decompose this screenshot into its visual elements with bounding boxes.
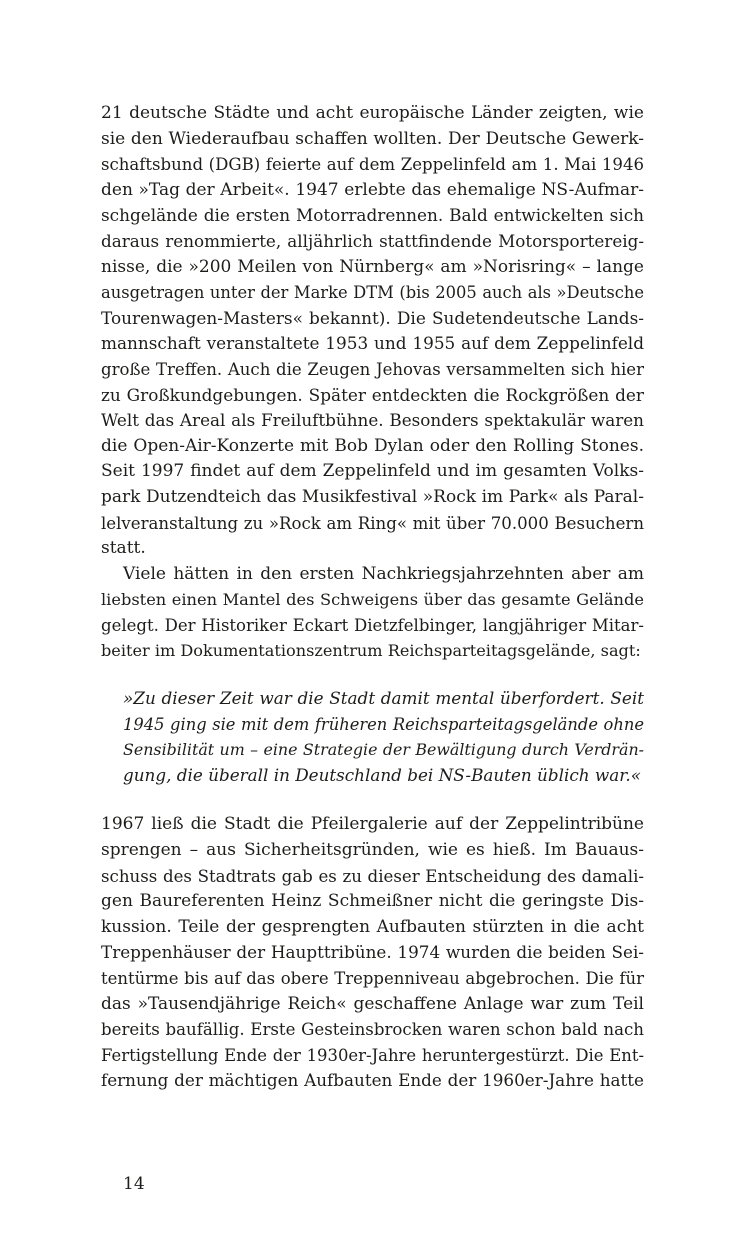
text-line: sprengen – aus Sicherheitsgründen, wie es hieß. Im Bauaus- [101, 840, 644, 861]
text-line: schuss des Stadtrats gab es zu dieser Entscheidung des damali- [101, 866, 644, 886]
paragraph-1 [101, 101, 644, 562]
text-line: 1945 ging sie mit dem früheren Reichsparteitagsgelände ohne [123, 714, 644, 734]
text-line: kussion. Teile der gesprengten Aufbauten stürzten in die acht [101, 916, 644, 937]
text-line: sie den Wiederaufbau schaffen wollten. Der Deutsche Gewerk- [101, 128, 644, 149]
text-line: schgelände die ersten Motorradrennen. Bald entwickelten sich [101, 205, 644, 226]
text-line: nisse, die »200 Meilen von Nürnberg« am »Norisring« – lange [101, 256, 644, 277]
text-line: liebsten einen Mantel des Schweigens über das gesamte Gelände [101, 590, 644, 610]
paragraph-3 [101, 812, 644, 1094]
text-line: Sensibilität um – eine Strategie der Bewältigung durch Verdrän- [123, 740, 644, 760]
text-line: lelveranstaltung zu »Rock am Ring« mit über 70.000 Besuchern [101, 513, 644, 533]
text-line: Fertigstellung Ende der 1930er-Jahre heruntergestürzt. Die Ent- [101, 1045, 644, 1065]
text-line: statt. [101, 538, 146, 559]
text-line: ausgetragen unter der Marke DTM (bis 2005 auch als »Deutsche [101, 283, 644, 303]
text-line: daraus renommierte, alljährlich stattfindende Motorsportereig- [101, 230, 644, 251]
text-line: schaftsbund (DGB) feierte auf dem Zeppelinfeld am 1. Mai 1946 [101, 155, 644, 175]
text-line: Tourenwagen-Masters« bekannt). Die Sudetendeutsche Lands- [101, 307, 644, 328]
text-line: beiter im Dokumentationszentrum Reichsparteitagsgelände, sagt: [101, 641, 641, 661]
text-line: 1967 ließ die Stadt die Pfeilergalerie auf der Zeppelintribüne [101, 814, 644, 835]
text-line: Seit 1997 findet auf dem Zeppelinfeld und im gesamten Volks- [101, 461, 644, 482]
text-line: tentürme bis auf das obere Treppenniveau abgebrochen. Die für [101, 969, 644, 988]
text-line: zu Großkundgebungen. Später entdeckten die Rockgrößen der [101, 384, 644, 405]
text-line: das »Tausendjährige Reich« geschaffene Anlage war zum Teil [101, 993, 644, 1014]
text-line: Viele hätten in den ersten Nachkriegsjahrzehnten aber am [123, 563, 644, 584]
page-number: 14 [123, 1174, 145, 1194]
block-quote [101, 686, 644, 788]
text-line: große Treffen. Auch die Zeugen Jehovas versammelten sich hier [101, 359, 644, 379]
text-line: gen Baureferenten Heinz Schmeißner nicht die geringste Dis- [101, 891, 644, 912]
text-line: die Open-Air-Konzerte mit Bob Dylan oder den Rolling Stones. [101, 435, 644, 456]
text-line: 21 deutsche Städte und acht europäische Länder zeigten, wie [101, 103, 644, 123]
text-line: den »Tag der Arbeit«. 1947 erlebte das ehemalige NS-Aufmar- [101, 179, 644, 200]
page-body [101, 101, 644, 1094]
text-line: fernung der mächtigen Aufbauten Ende der 1960er-Jahre hatte [101, 1070, 644, 1091]
text-line: mannschaft veranstaltete 1953 und 1955 auf dem Zeppelinfeld [101, 333, 644, 354]
text-line: park Dutzendteich das Musikfestival »Rock im Park« als Paral- [101, 486, 644, 507]
paragraph-2 [101, 562, 644, 664]
text-line: gung, die überall in Deutschland bei NS-Bauten üblich war.« [123, 764, 642, 785]
text-line: gelegt. Der Historiker Eckart Dietzfelbinger, langjähriger Mitar- [101, 615, 644, 635]
text-line: bereits baufällig. Erste Gesteinsbrocken waren schon bald nach [101, 1020, 644, 1040]
text-line: Treppenhäuser der Haupttribüne. 1974 wurden die beiden Sei- [101, 942, 644, 963]
text-line: Welt das Areal als Freiluftbühne. Besonders spektakulär waren [101, 410, 644, 431]
text-line: »Zu dieser Zeit war die Stadt damit mental überfordert. Seit [123, 688, 644, 709]
